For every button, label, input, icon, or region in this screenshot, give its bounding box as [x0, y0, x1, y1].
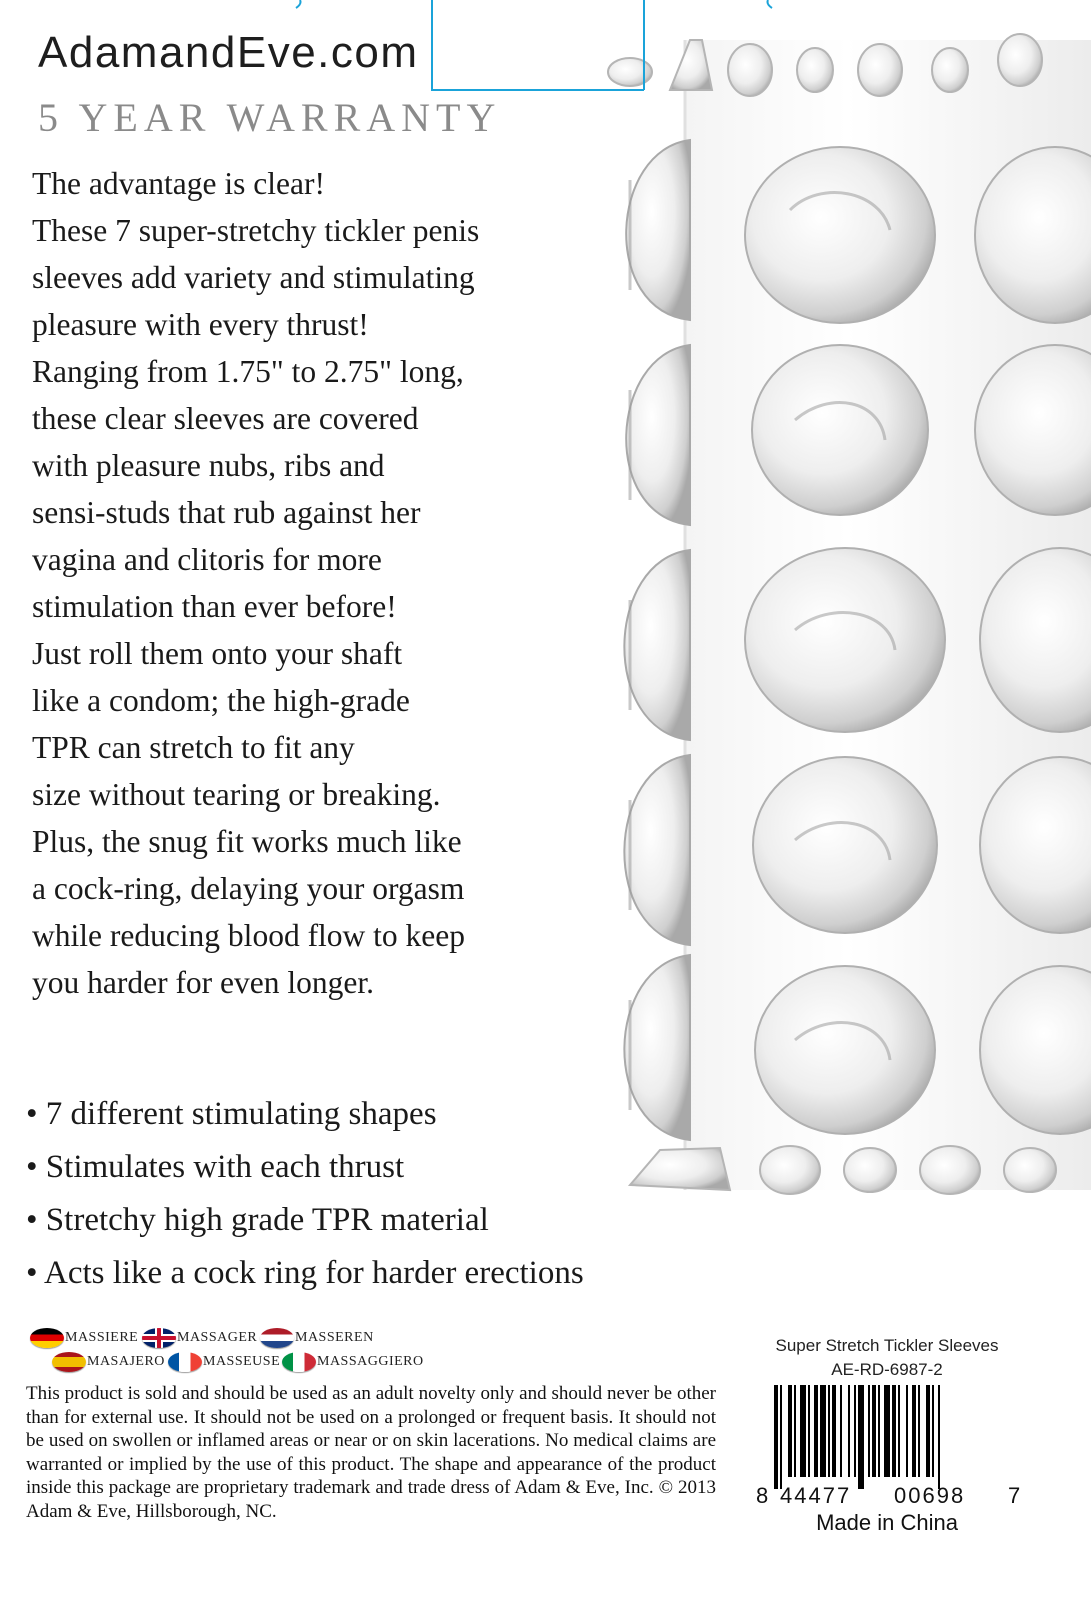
- language-italian: MASSAGGIERO: [282, 1352, 424, 1372]
- warranty-heading: 5 YEAR WARRANTY: [38, 95, 502, 140]
- barcode-bar: [808, 1385, 810, 1477]
- barcode-bar: [828, 1385, 830, 1477]
- barcode-bar: [906, 1385, 908, 1477]
- barcode-bar: [814, 1385, 818, 1477]
- barcode-digits-left: 44477: [780, 1483, 852, 1507]
- barcode-bar: [878, 1385, 880, 1477]
- language-flags: [30, 1328, 450, 1372]
- description-line: sensi-studs that rub against her: [32, 495, 421, 530]
- barcode-bar: [858, 1385, 864, 1489]
- description-line: Just roll them onto your shaft: [32, 636, 403, 671]
- italy-flag-icon: [282, 1352, 316, 1372]
- description-line: while reducing blood flow to keep: [32, 918, 466, 953]
- country-of-origin: Made in China: [816, 1510, 958, 1535]
- barcode-bar: [794, 1385, 796, 1477]
- description-line: you harder for even longer.: [32, 965, 374, 1000]
- description-line: a cock-ring, delaying your orgasm: [32, 871, 465, 906]
- barcode-bar: [832, 1385, 836, 1477]
- description-line: Plus, the snug fit works much like: [32, 824, 462, 859]
- language-dutch: MASSEREN: [260, 1328, 374, 1348]
- germany-flag-icon: [30, 1328, 64, 1348]
- language-german: MASSIERE: [30, 1328, 138, 1348]
- barcode-sku: AE-RD-6987-2: [831, 1360, 943, 1379]
- barcode-bar: [854, 1385, 856, 1477]
- feature-list: [26, 1088, 584, 1300]
- description-line: The advantage is clear!: [32, 166, 325, 201]
- uk-flag-icon: [142, 1328, 176, 1348]
- language-french: MASSEUSE: [168, 1352, 280, 1372]
- description-line: sleeves add variety and stimulating: [32, 260, 475, 295]
- barcode-bar: [800, 1385, 806, 1477]
- description-line: These 7 super-stretchy tickler penis: [32, 213, 480, 248]
- barcode-digit-last: 7: [1008, 1483, 1021, 1507]
- description-line: TPR can stretch to fit any: [32, 730, 355, 765]
- product-photo: [590, 0, 1091, 1230]
- description-line: stimulation than ever before!: [32, 589, 397, 624]
- france-flag-icon: [168, 1352, 202, 1372]
- spain-flag-icon: [52, 1352, 86, 1372]
- barcode-bar: [926, 1385, 930, 1477]
- barcode-bar: [898, 1385, 900, 1477]
- language-spanish: MASAJERO: [52, 1352, 165, 1372]
- barcode-bar: [840, 1385, 842, 1477]
- description-line: Ranging from 1.75" to 2.75" long,: [32, 354, 464, 389]
- barcode-bar: [884, 1385, 890, 1477]
- feature-item: • Stretchy high grade TPR material: [26, 1202, 489, 1238]
- barcode-digits-right: 00698: [894, 1483, 966, 1507]
- barcode-bar: [848, 1385, 850, 1477]
- description-line: size without tearing or breaking.: [32, 777, 441, 812]
- feature-item: • 7 different stimulating shapes: [26, 1096, 437, 1132]
- description-line: with pleasure nubs, ribs and: [32, 448, 385, 483]
- feature-item: • Stimulates with each thrust: [26, 1149, 405, 1185]
- barcode-bar: [780, 1385, 782, 1489]
- barcode-bar: [820, 1385, 826, 1477]
- website-url: AdamandEve.com: [38, 28, 419, 77]
- description-line: vagina and clitoris for more: [32, 542, 382, 577]
- language-english: MASSAGER: [142, 1328, 257, 1348]
- barcode-bar: [788, 1385, 792, 1477]
- barcode-bar: [918, 1385, 920, 1477]
- netherlands-flag-icon: [260, 1328, 294, 1348]
- description-line: these clear sleeves are covered: [32, 401, 419, 436]
- barcode-bar: [872, 1385, 876, 1477]
- barcode-product-name: Super Stretch Tickler Sleeves: [775, 1336, 999, 1355]
- legal-disclaimer: This product is sold and should be used as an adult novelty only and should never be other than for external use. It should not be used on a prolonged or frequent basis. It should not be used on swollen or inflamed areas or near or on skin lacerations. No medical claims are warranted or implied by the use of this product. The shape and appearance of the product inside this package are proprietary trademark and trade dress of Adam & Eve, Inc. © 2013 Adam & Eve, Hillsborough, NC.: [26, 1383, 716, 1522]
- description-line: pleasure with every thrust!: [32, 307, 369, 342]
- barcode-bar: [938, 1385, 940, 1489]
- barcode-bar: [932, 1385, 934, 1477]
- feature-item: • Acts like a cock ring for harder erections: [26, 1255, 584, 1291]
- barcode-panel: [752, 1330, 1022, 1570]
- description-line: like a condom; the high-grade: [32, 683, 410, 718]
- product-description: [32, 160, 607, 1006]
- barcode-digit-first: 8: [756, 1483, 769, 1507]
- barcode-bar: [774, 1385, 778, 1489]
- barcode-bar: [912, 1385, 916, 1477]
- barcode-icon: [752, 1385, 1022, 1507]
- barcode-bar: [892, 1385, 896, 1477]
- barcode-bar: [868, 1385, 870, 1477]
